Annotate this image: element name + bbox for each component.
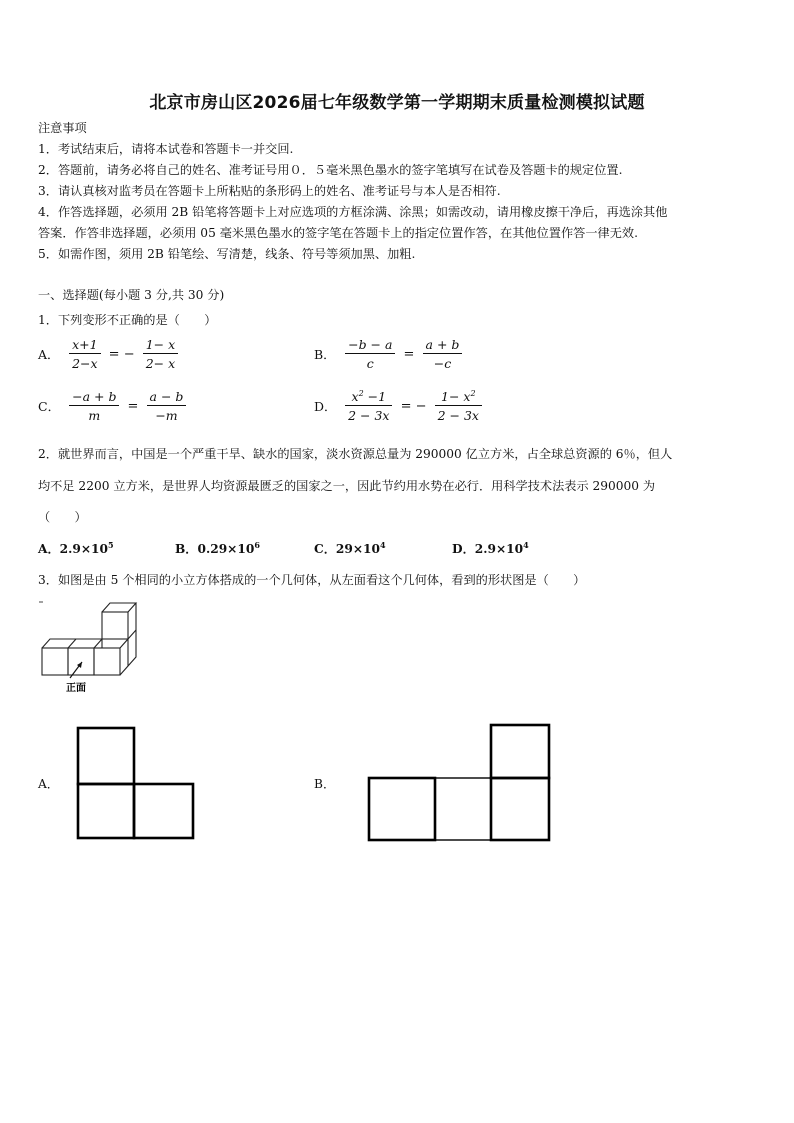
square [369, 778, 435, 840]
option-label: C． [38, 399, 61, 414]
notice-item: 1．考试结束后，请将本试卷和答题卡一并交回. [38, 142, 294, 156]
cube-edge [94, 639, 102, 648]
square [78, 728, 134, 784]
q1-option-b [314, 337, 462, 371]
option-text: B．0.29×10 [175, 542, 255, 556]
denominator: −c [433, 356, 452, 371]
q1-option-c [38, 389, 186, 423]
q2-option-c [314, 541, 386, 557]
option-label: D． [314, 399, 337, 414]
exponent: 4 [380, 539, 386, 550]
square [78, 784, 134, 838]
cube-edge [102, 603, 136, 612]
option-text: A．2.9×10 [38, 542, 109, 556]
operator: = [403, 346, 415, 362]
numerator-base: x [351, 389, 359, 404]
exponent: 4 [523, 539, 529, 550]
denominator: −m [155, 408, 178, 423]
notice-item: 2．答题前，请务必将自己的姓名、准考证号用０．５毫米黑色墨水的签字笔填写在试卷及答题卡的规定位置. [38, 163, 623, 177]
exponent: 5 [108, 539, 114, 550]
q3-option-a-figure [74, 726, 198, 842]
numerator: x+1 [69, 337, 100, 354]
exponent: 2 [358, 388, 364, 398]
q3-option-b-label: B． [314, 777, 336, 791]
cube-edge [128, 630, 136, 639]
section-heading: 一、选择题(每小题 3 分,共 30 分) [38, 288, 225, 302]
notice-item: 3．请认真核对监考员在答题卡上所粘贴的条形码上的姓名、准考证号与本人是否相符. [38, 184, 501, 198]
denominator: c [366, 356, 374, 371]
numerator [435, 389, 482, 406]
exponent: 2 [470, 388, 476, 398]
notice-item: 答案．作答非选择题，必须用 05 毫米黑色墨水的签字笔在答题卡上的指定位置作答，在其他位置作答一律无效. [38, 226, 638, 240]
denominator: 2−x [72, 356, 98, 371]
q2-option-d [452, 541, 529, 557]
notice-item: 4．作答选择题，必须用 2B 铅笔将答题卡上对应选项的方框涂满、涂黑；如需改动，请用橡皮擦干净后，再选涂其他 [38, 205, 668, 219]
numerator [345, 389, 392, 406]
square [491, 725, 549, 778]
fraction [435, 389, 482, 423]
cube-edge [68, 639, 76, 648]
operator: = [127, 398, 139, 414]
fraction [147, 389, 187, 423]
cube-face [102, 612, 128, 639]
numerator-base: 1− x [441, 389, 471, 404]
q2-option-a [38, 541, 114, 557]
cube-face [68, 648, 94, 675]
numerator: 1− x [143, 337, 178, 354]
fraction [69, 337, 100, 371]
question-3-stem: 3．如图是由 5 个相同的小立方体搭成的一个几何体，从左面看这个几何体，看到的形状图是（ ） [38, 573, 586, 587]
q3-option-a-label: A． [38, 777, 59, 791]
q3-option-b-figure [365, 722, 555, 846]
fraction [423, 337, 463, 371]
operator: = − [108, 346, 135, 362]
numerator: −b − a [345, 337, 395, 354]
page-title: 北京市房山区2026届七年级数学第一学期期末质量检测模拟试题 [149, 93, 645, 113]
front-label: 正面 [66, 683, 86, 694]
denominator: 2 − 3x [437, 408, 479, 423]
notice-item: 5．如需作图，须用 2B 铅笔绘、写清楚，线条、符号等须加黑、加粗. [38, 247, 416, 261]
cube-face [94, 648, 120, 675]
square [435, 778, 491, 840]
numerator: a − b [147, 389, 187, 406]
fraction [69, 389, 119, 423]
q1-option-a [38, 337, 178, 371]
square [134, 784, 193, 838]
question-2-line: 2．就世界而言，中国是一个严重干旱、缺水的国家，淡水资源总量为 290000 亿立方米，占全球总资源的 6％，但人 [38, 447, 673, 461]
option-label: B． [314, 347, 336, 362]
cube-edge [120, 639, 128, 675]
option-label: A． [38, 347, 60, 362]
numerator: −a + b [69, 389, 119, 406]
fraction [345, 337, 395, 371]
cube-figure [36, 598, 154, 698]
denominator: 2 − 3x [348, 408, 390, 423]
question-2-line: 均不足 2200 立方米，是世界人均资源最匮乏的国家之一，因此节约用水势在必行．用科学技术法表示 290000 为 [38, 479, 656, 493]
question-2-line: （ ） [38, 510, 87, 524]
option-text: C．29×10 [314, 542, 381, 556]
numerator: a + b [423, 337, 463, 354]
denominator: m [88, 408, 101, 423]
fraction [143, 337, 178, 371]
exponent: 6 [254, 539, 260, 550]
numerator-rest: −1 [363, 389, 387, 404]
option-text: D．2.9×10 [452, 542, 524, 556]
square [491, 778, 549, 840]
q1-option-d [314, 389, 482, 423]
denominator: 2− x [145, 356, 176, 371]
q2-option-b [175, 541, 260, 557]
fraction [345, 389, 392, 423]
notice-heading: 注意事项 [38, 121, 87, 135]
cube-face [42, 648, 68, 675]
operator: = − [400, 398, 427, 414]
question-1-stem: 1．下列变形不正确的是（ ） [38, 313, 217, 327]
